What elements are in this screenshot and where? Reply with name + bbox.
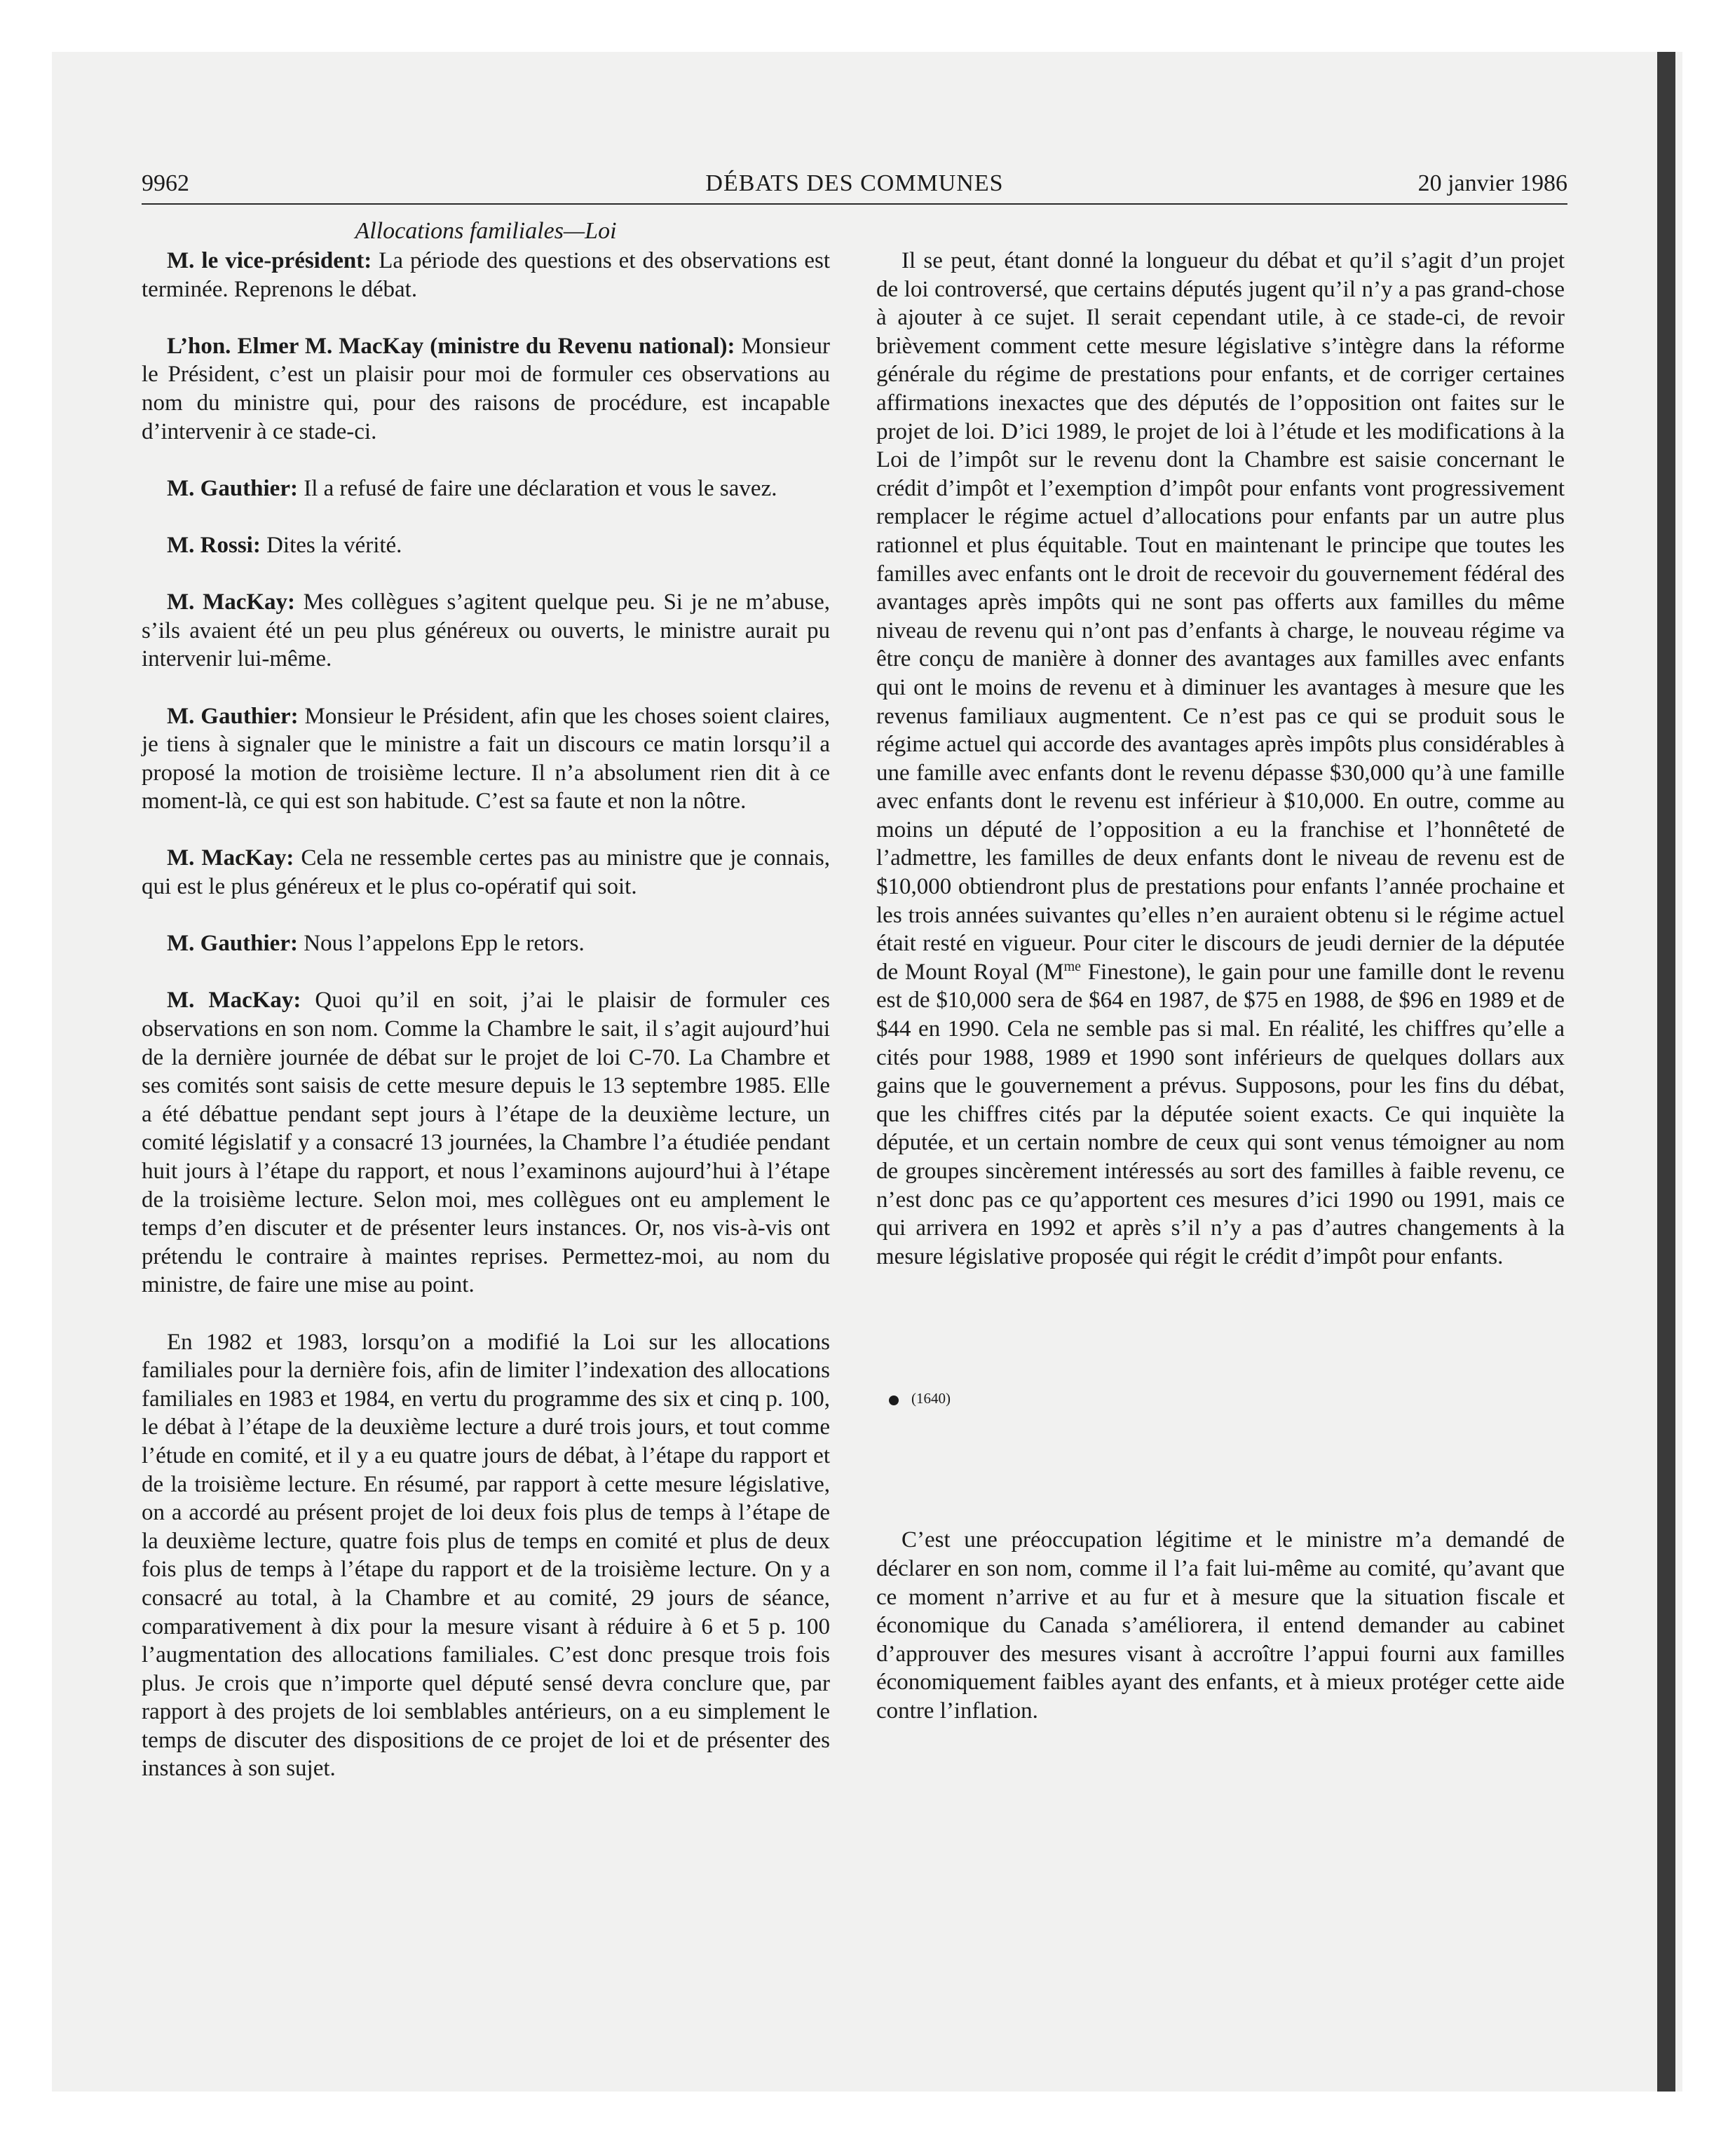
- speaker: M. Gauthier:: [167, 475, 298, 501]
- speech-text: Nous l’appelons Epp le retors.: [297, 931, 585, 957]
- speech-text: Mes collègues s’agitent quelque peu. Si je ne m’abuse, s’ils avaient été un peu plus généreux ou ouverts, le ministre aurait pu intervenir lui-même.: [142, 589, 830, 672]
- paragraph: [142, 475, 830, 503]
- speaker: M. Rossi:: [167, 532, 261, 558]
- speech-text: Monsieur le Président, afin que les choses soient claires, je tiens à signaler que le ministre a fait un discours ce matin lorsqu’il a proposé la motion de troisième lecture. Il n’a absolument rien dit à ce moment-là, ce qui est son habitude. C’est sa faute et non la nôtre.: [142, 703, 830, 814]
- speaker: M. MacKay:: [167, 589, 296, 615]
- speech-text: Cela ne ressemble certes pas au ministre que je connais, qui est le plus généreux et le plus co-opératif qui soit.: [142, 845, 830, 900]
- speaker: M. MacKay:: [167, 845, 294, 871]
- speaker: M. le vice-président:: [167, 248, 372, 273]
- paragraph: [876, 247, 1565, 1271]
- paragraph: [142, 332, 830, 446]
- scan-edge: [1657, 52, 1675, 2092]
- publication-title: DÉBATS DES COMMUNES: [705, 170, 1004, 196]
- speech-text: Quoi qu’il en soit, j’ai le plaisir de formuler ces observations en son nom. Comme la Chambre le sait, il s’agit aujourd’hui de la dernière journée de débat sur le projet de loi C-70. La Chambre et ses comités sont saisis de cette mesure depuis le 13 septembre 1985. Elle a été débattue pendant sept jours à l’étape de la deuxième lecture, un comité législatif y a consacré 13 journées, la Chambre l’a étudiée pendant huit jours à l’étape du rapport, et nous l’examinons aujourd’hui à l’étape de la troisième lecture. Selon moi, mes collègues ont eu amplement le temps d’en discuter et de présenter leurs instances. Or, nos vis-à-vis ont prétendu le contraire à maintes reprises. Permettez-moi, au nom du ministre, de faire une mise au point.: [142, 988, 830, 1298]
- paragraph: [142, 702, 830, 816]
- left-column: [142, 247, 830, 1783]
- timestamp: [876, 1384, 1565, 1412]
- speech-text: Il a refusé de faire une déclaration et vous le savez.: [297, 475, 777, 501]
- speech-text: En 1982 et 1983, lorsqu’on a modifié la Loi sur les allocations familiales pour la dernière fois, afin de limiter l’indexation des allocations familiales en 1983 et 1984, en vertu du programme des six et cinq p. 100, le débat à l’étape de la deuxième lecture a duré trois jours, et tout comme l’étude en comité, et il y a eu quatre jours de débat, à l’étape du rapport et de la troisième lecture. En résumé, par rapport à cette mesure législative, on a accordé au présent projet de loi deux fois plus de temps à l’étape de la deuxième lecture, quatre fois plus de temps en comité et plus de deux fois plus de temps à l’étape du rapport et de la troisième lecture. On y a consacré au total, à la Chambre et au comité, 29 jours de séance, comparativement à dix pour la mesure visant à réduire à 6 et 5 p. 100 l’augmentation des allocations familiales. C’est donc presque trois fois plus. Je crois que n’importe quel député sensé devra conclure que, par rapport à des projets de loi semblables antérieurs, on a eu simplement le temps de discuter des dispositions de ce projet de loi et de présenter des instances à son sujet.: [142, 1329, 830, 1782]
- paragraph: [142, 844, 830, 901]
- bullet-icon: [889, 1396, 899, 1405]
- speech-text: C’est une préoccupation légitime et le ministre m’a demandé de déclarer en son nom, comme il l’a fait lui-même au comité, qu’avant que ce moment n’arrive et au fur et à mesure que la situation fiscale et économique du Canada s’améliorera, il entend demander au cabinet d’approuver des mesures visant à accroître l’appui fourni aux familles économiquement faibles ayant des enfants, et à mieux protéger cette aide contre l’inflation.: [876, 1527, 1565, 1724]
- paragraph: [142, 531, 830, 560]
- superscript: me: [1063, 958, 1082, 974]
- right-column: [876, 247, 1565, 1726]
- speech-text: Monsieur le Président, c’est un plaisir pour moi de formuler ces observations au nom du ministre qui, pour des raisons de procédure, est incapable d’intervenir à ce stade-ci.: [142, 333, 830, 444]
- paragraph: [876, 1526, 1565, 1725]
- speaker: M. MacKay:: [167, 988, 301, 1014]
- page-header: [142, 167, 1567, 205]
- speech-text: La période des questions et des observations est terminée. Reprenons le débat.: [142, 248, 830, 302]
- speech-text: Il se peut, étant donné la longueur du débat et qu’il s’agit d’un projet de loi controversé, que certains députés jugent qu’il n’y a pas grand-chose à ajouter à ce sujet. Il serait cependant utile, à ce stade-ci, de revoir brièvement comment cette mesure législative s’intègre dans la réforme générale du régime de prestations pour enfants, et de corriger certaines affirmations inexactes que des députés de l’opposition ont faites sur le projet de loi. D’ici 1989, le projet de loi à l’étude et les modifications à la Loi de l’impôt sur le revenu dont la Chambre est saisie concernant le crédit d’impôt et l’exemption d’impôt pour enfants vont progressivement remplacer le régime actuel d’allocations pour enfants par un autre plus rationnel et plus équitable. Tout en maintenant le principe que toutes les familles avec enfants ont le droit de recevoir du gouvernement fédéral des avantages après impôts qui ne sont pas offerts aux familles du même niveau de revenu qui n’ont pas d’enfants à charge, le nouveau régime va être conçu de manière à donner des avantages aux familles avec enfants qui ont le moins de revenu et à diminuer les avantages à mesure que les revenus familiaux augmentent. Ce n’est pas ce qui se produit sous le régime actuel qui accorde des avantages après impôts plus considérables à une famille avec enfants dont le revenu dépasse $30,000 qu’à une famille avec enfants dont le revenu est inférieur à $10,000. En outre, comme au moins un député de l’opposition a eu la franchise et l’honnêteté de l’admettre, les familles de deux enfants dont le niveau de revenu est de $10,000 obtiendront plus de prestations pour enfants l’année prochaine et les trois années suivantes qu’elles n’en auraient obtenu si le régime actuel était resté en vigueur. Pour citer le discours de jeudi dernier de la députée de Mount Royal (M: [876, 248, 1565, 985]
- speaker: M. Gauthier:: [167, 703, 299, 729]
- timestamp-text: (1640): [911, 1390, 951, 1407]
- speech-text: Finestone), le gain pour une famille dont le revenu est de $10,000 sera de $64 en 1987, de $75 en 1988, de $96 en 1989 et de $44 en 1990. Cela ne semble pas si mal. En réalité, les chiffres qu’elle a cités pour 1988, 1989 et 1990 sont inférieurs de quelques dollars aux gains que le gouvernement a prévus. Supposons, pour les fins du débat, que les chiffres cités par la députée soient exacts. Ce qui inquiète la députée, et un certain nombre de ceux qui sont venus témoigner au nom de groupes sincèrement intéressés au sort des familles à faible revenu, ce n’est donc pas ce qu’apportent ces mesures d’ici 1990 ou 1991, mais ce qui arrivera en 1992 et après s’il n’y a pas d’autres changements à la mesure législative proposée qui régit le crédit d’impôt pour enfants.: [876, 959, 1565, 1269]
- page-number: 9962: [142, 170, 189, 196]
- publication-date: 20 janvier 1986: [1417, 170, 1567, 196]
- speaker: L’hon. Elmer M. MacKay (ministre du Revenu national):: [167, 333, 735, 359]
- paragraph: [142, 247, 830, 303]
- paragraph: [142, 588, 830, 674]
- speech-text: Dites la vérité.: [260, 532, 402, 558]
- paragraph: [142, 1328, 830, 1784]
- paragraph: [142, 929, 830, 958]
- speaker: M. Gauthier:: [167, 931, 298, 957]
- paragraph: [142, 986, 830, 1299]
- topic-heading: Allocations familiales—Loi: [355, 218, 617, 244]
